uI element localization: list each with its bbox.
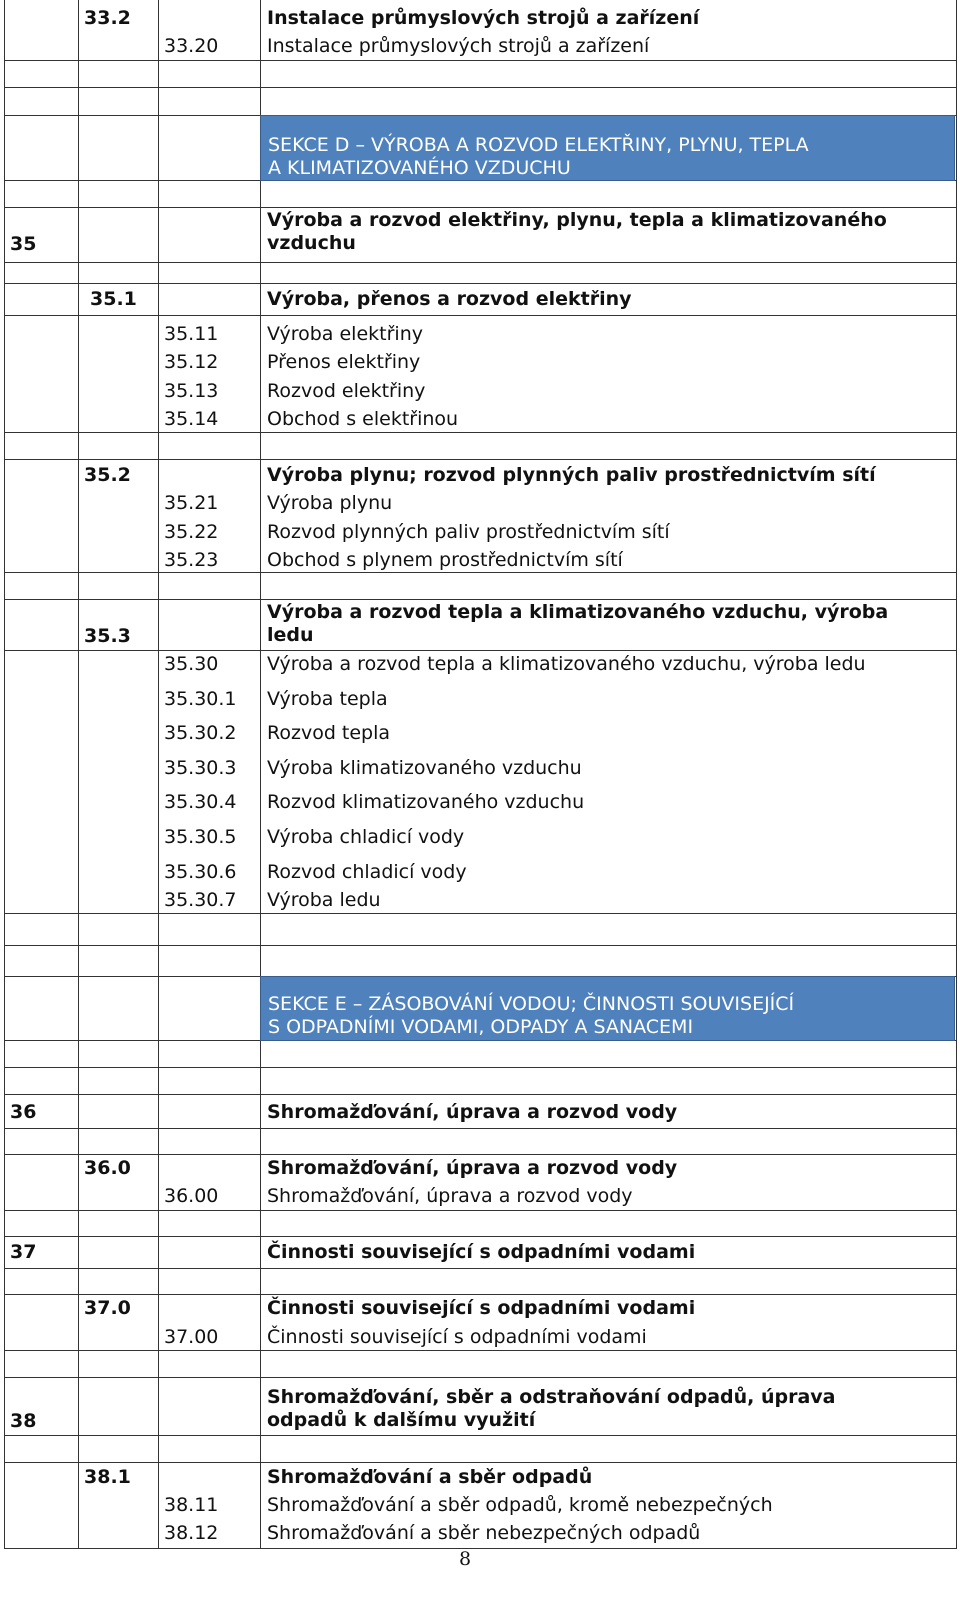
title-33-2: Instalace průmyslových strojů a zařízení: [267, 7, 700, 29]
row-separator: [4, 1067, 957, 1068]
row-separator: [4, 1094, 957, 1095]
title-35-1: Výroba, přenos a rozvod elektřiny: [267, 288, 632, 310]
row-separator: [4, 1435, 957, 1436]
title-38-12: Shromažďování a sběr nebezpečných odpadů: [267, 1522, 701, 1544]
row-separator: [4, 1236, 957, 1237]
code-35-13: 35.13: [164, 380, 219, 402]
title-35-23: Obchod s plynem prostřednictvím sítí: [267, 549, 623, 571]
title-35-30-3: Výroba klimatizovaného vzduchu: [267, 757, 582, 779]
code-35-30: 35.30: [164, 653, 219, 675]
section-d-line1: SEKCE D – VÝROBA A ROZVOD ELEKTŘINY, PLYNU, TEPLA: [268, 134, 809, 156]
title-35-11: Výroba elektřiny: [267, 323, 423, 345]
code-35-30-1: 35.30.1: [164, 688, 237, 710]
title-35-13: Rozvod elektřiny: [267, 380, 426, 402]
code-37: 37: [10, 1241, 37, 1263]
code-35-3: 35.3: [84, 625, 131, 647]
table-border-col2: [158, 0, 159, 1549]
code-38: 38: [10, 1410, 37, 1432]
code-36-00: 36.00: [164, 1185, 219, 1207]
title-35-21: Výroba plynu: [267, 492, 393, 514]
code-35-30-4: 35.30.4: [164, 791, 237, 813]
row-separator: [4, 1294, 957, 1295]
code-35-30-7: 35.30.7: [164, 889, 237, 911]
title-36-00: Shromažďování, úprava a rozvod vody: [267, 1185, 633, 1207]
page-number: 8: [459, 1548, 472, 1570]
row-separator: [4, 87, 957, 88]
code-33-2: 33.2: [84, 7, 131, 29]
title-36: Shromažďování, úprava a rozvod vody: [267, 1101, 678, 1123]
row-separator: [4, 599, 957, 600]
title-35-30-1: Výroba tepla: [267, 688, 388, 710]
title-35-30-6: Rozvod chladicí vody: [267, 861, 467, 883]
title-38-11: Shromažďování a sběr odpadů, kromě nebezpečných: [267, 1494, 773, 1516]
table-border-left: [4, 0, 5, 1549]
title-35-14: Obchod s elektřinou: [267, 408, 459, 430]
section-d-banner: [260, 115, 955, 181]
section-e-line2: S ODPADNÍMI VODAMI, ODPADY A SANACEMI: [268, 1016, 694, 1038]
title-38-line1: Shromažďování, sběr a odstraňování odpadů, úprava: [267, 1386, 836, 1408]
row-separator: [4, 1154, 957, 1155]
code-35-11: 35.11: [164, 323, 219, 345]
section-e-line1: SEKCE E – ZÁSOBOVÁNÍ VODOU; ČINNOSTI SOUVISEJÍCÍ: [268, 993, 795, 1015]
title-37: Činnosti související s odpadními vodami: [267, 1241, 696, 1263]
code-37-00: 37.00: [164, 1326, 219, 1348]
row-separator: [4, 1377, 957, 1378]
row-separator: [4, 1210, 957, 1211]
row-separator: [4, 945, 957, 946]
title-35-22: Rozvod plynných paliv prostřednictvím sítí: [267, 521, 670, 543]
row-separator: [4, 913, 957, 914]
code-38-1: 38.1: [84, 1466, 131, 1488]
code-35-14: 35.14: [164, 408, 219, 430]
title-35-3-line1: Výroba a rozvod tepla a klimatizovaného vzduchu, výroba: [267, 601, 889, 623]
code-35-22: 35.22: [164, 521, 219, 543]
title-35-30: Výroba a rozvod tepla a klimatizovaného vzduchu, výroba ledu: [267, 653, 866, 675]
table-border-col3: [260, 0, 261, 1549]
title-35-30-2: Rozvod tepla: [267, 722, 391, 744]
title-35-3-line2: ledu: [267, 624, 314, 646]
code-38-12: 38.12: [164, 1522, 219, 1544]
row-separator: [4, 1128, 957, 1129]
title-33-20: Instalace průmyslových strojů a zařízení: [267, 35, 650, 57]
code-36-0: 36.0: [84, 1157, 131, 1179]
title-35-30-5: Výroba chladicí vody: [267, 826, 465, 848]
row-separator: [4, 650, 957, 651]
title-35-2: Výroba plynu; rozvod plynných paliv prostřednictvím sítí: [267, 464, 876, 486]
title-35-12: Přenos elektřiny: [267, 351, 421, 373]
code-33-20: 33.20: [164, 35, 219, 57]
row-separator: [4, 207, 957, 208]
row-separator: [4, 1548, 957, 1549]
row-separator: [4, 1268, 957, 1269]
code-35: 35: [10, 233, 37, 255]
table-border-col1: [78, 0, 79, 1549]
row-separator: [4, 315, 957, 316]
row-separator: [4, 283, 957, 284]
code-38-11: 38.11: [164, 1494, 219, 1516]
code-35-1: 35.1: [90, 288, 137, 310]
row-separator: [4, 432, 957, 433]
code-35-2: 35.2: [84, 464, 131, 486]
code-35-30-5: 35.30.5: [164, 826, 237, 848]
row-separator: [4, 459, 957, 460]
row-separator: [4, 572, 957, 573]
title-37-00: Činnosti související s odpadními vodami: [267, 1326, 647, 1348]
table-border-right: [956, 0, 957, 1549]
title-36-0: Shromažďování, úprava a rozvod vody: [267, 1157, 678, 1179]
section-e-banner: [260, 976, 955, 1041]
section-d-line2: A KLIMATIZOVANÉHO VZDUCHU: [268, 157, 571, 179]
title-38-1: Shromažďování a sběr odpadů: [267, 1466, 593, 1488]
title-35-line1: Výroba a rozvod elektřiny, plynu, tepla a klimatizovaného: [267, 209, 887, 231]
code-35-30-2: 35.30.2: [164, 722, 237, 744]
row-separator: [4, 60, 957, 61]
title-37-0: Činnosti související s odpadními vodami: [267, 1297, 696, 1319]
title-35-30-7: Výroba ledu: [267, 889, 381, 911]
code-35-30-3: 35.30.3: [164, 757, 237, 779]
row-separator: [4, 1350, 957, 1351]
row-separator: [4, 1462, 957, 1463]
code-35-12: 35.12: [164, 351, 219, 373]
code-35-30-6: 35.30.6: [164, 861, 237, 883]
title-35-line2: vzduchu: [267, 232, 356, 254]
title-38-line2: odpadů k dalšímu využití: [267, 1409, 536, 1431]
code-35-21: 35.21: [164, 492, 219, 514]
title-35-30-4: Rozvod klimatizovaného vzduchu: [267, 791, 585, 813]
row-separator: [4, 262, 957, 263]
code-36: 36: [10, 1101, 37, 1123]
code-37-0: 37.0: [84, 1297, 131, 1319]
code-35-23: 35.23: [164, 549, 219, 571]
